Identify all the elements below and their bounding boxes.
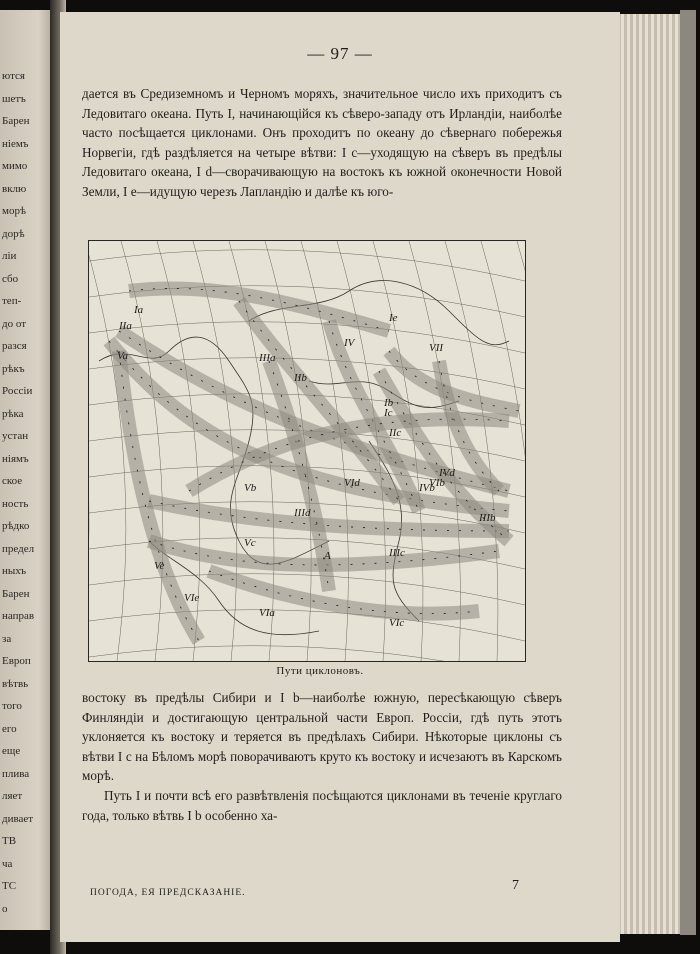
- left-page-fragment: морѣ: [2, 205, 26, 217]
- path-label: IIIb: [479, 512, 496, 524]
- left-page-fragment: ныхъ: [2, 565, 27, 577]
- left-page-fragment: рѣкъ: [2, 362, 25, 375]
- left-page-fragment: ча: [2, 857, 13, 870]
- path-label: IIIa: [259, 352, 276, 364]
- path-label: IIb: [294, 372, 307, 384]
- path-label: Ia: [134, 304, 144, 316]
- map-drawing: [89, 241, 525, 661]
- left-page-fragment: ліи: [2, 250, 17, 262]
- cyclone-paths-map: [88, 240, 526, 662]
- path-label: Vb: [244, 482, 257, 494]
- left-page-fragment: дорѣ: [2, 227, 25, 240]
- left-page-fragment: Европ: [2, 655, 31, 667]
- page-edges: [612, 14, 688, 934]
- left-page-fragment: ются: [2, 70, 25, 82]
- left-page-fragment: мимо: [2, 160, 28, 172]
- path-label: Va: [117, 350, 128, 362]
- path-label: IIc: [389, 427, 402, 439]
- left-page-fragment: Барен: [2, 115, 30, 127]
- parallel-line: [89, 250, 525, 281]
- left-page-fragment: направ: [2, 610, 35, 622]
- path-label: VId: [344, 477, 360, 489]
- path-label: IV: [344, 337, 355, 349]
- left-page-fragment: того: [2, 700, 22, 712]
- left-page-fragment: ніемъ: [2, 137, 29, 150]
- path-label: Ib: [384, 397, 394, 409]
- left-page-fragment: о: [2, 902, 8, 915]
- signature-mark: 7: [512, 878, 519, 893]
- path-label: Ve: [154, 560, 165, 572]
- left-page-fragment: устан: [2, 430, 29, 442]
- left-page-fragment: рѣка: [2, 407, 24, 420]
- path-label: Vc: [244, 537, 256, 549]
- left-page-fragment: его: [2, 722, 17, 735]
- left-page-fragment: ляет: [2, 790, 23, 802]
- left-page-fragment: Барен: [2, 587, 30, 600]
- path-label: IVd: [439, 467, 455, 479]
- body-text-bottom: [82, 688, 562, 825]
- left-page-fragment: плива: [2, 767, 30, 780]
- path-label: IIId: [294, 507, 311, 519]
- left-page-fragment: Россіи: [2, 385, 33, 397]
- left-page-fragment: рѣдко: [2, 520, 30, 532]
- page-number: — 97 —: [307, 44, 373, 63]
- left-page-fragment: предел: [2, 542, 35, 555]
- left-page-fragment: дивает: [2, 812, 34, 825]
- left-page-fragment: вѣтвь: [2, 677, 29, 690]
- left-page-fragment: теп-: [2, 295, 22, 307]
- left-page-fragment: ское: [2, 475, 23, 487]
- left-page-fragment: до от: [2, 317, 27, 330]
- left-page-fragment: ТС: [2, 880, 17, 892]
- book-cover-edge: [680, 10, 696, 935]
- meridian-line: [517, 241, 525, 661]
- body-text-top: [82, 84, 562, 202]
- meridian-line: [481, 241, 525, 661]
- meridian-line: [89, 241, 126, 661]
- left-page-fragment: шетъ: [2, 92, 26, 105]
- left-page-fragment: разся: [2, 340, 27, 352]
- paragraph-1: дается въ Средиземномъ и Черномъ моряхъ, значительное число ихъ приходитъ съ Ледовитаго океана. Путь I, начинающійся къ сѣверо-западу отъ Ирландіи, наиболѣе часто посѣщается циклонами. Онъ проходитъ по океану до сѣвернаго побережья Норвегіи, гдѣ раздѣляется на четыре вѣтви: I c—уходящую на сѣверъ въ предѣлы Ледовитаго океана, I d—сворачивающую на востокъ къ южной оконечности Новой Земли, I e—идущую черезъ Лапландію и далѣе къ юго-: [82, 86, 562, 199]
- left-page-edge: [0, 10, 55, 930]
- paragraph-3: Путь I и почти всѣ его развѣтвленія посѣщаются циклонами въ теченіе круглаго года, только вѣтвь I b особенно ха-: [82, 787, 562, 823]
- book-page: [60, 12, 620, 942]
- footer-title: ПОГОДА, ЕЯ ПРЕДСКАЗАНІЕ.: [90, 888, 246, 898]
- path-label: VIb: [429, 477, 445, 489]
- path-label: IIIc: [389, 547, 405, 559]
- path-label: VIa: [259, 607, 275, 619]
- left-page-fragment: вклю: [2, 182, 27, 195]
- path-label: Ie: [389, 312, 398, 324]
- path-label: VIe: [184, 592, 200, 604]
- path-label: VIc: [389, 617, 405, 629]
- left-page-fragment: ніямъ: [2, 452, 29, 465]
- path-label: Ic: [384, 407, 393, 419]
- left-page-fragment: ность: [2, 497, 29, 510]
- path-label: VII: [429, 342, 444, 354]
- left-page-fragment: ТВ: [2, 835, 17, 847]
- paragraph-2: востоку въ предѣлы Сибири и I b—наиболѣе южную, пересѣкающую сѣверъ Финляндіи и достигающую центральной части Европ. Россіи, гдѣ путь этотъ уклоняется къ востоку и теряется въ предѣлахъ Сибири. Нѣкоторые циклоны съ вѣтви I c на Бѣломъ морѣ поворачиваютъ круто къ востоку и исчезаютъ въ Карскомъ морѣ.: [82, 690, 562, 784]
- cyclone-paths: [109, 288, 519, 641]
- path-label: IVb: [419, 482, 435, 494]
- figure-caption: Пути циклоновъ.: [276, 665, 364, 677]
- left-page-fragment: за: [2, 632, 12, 645]
- left-page-fragment: еще: [2, 745, 21, 757]
- path-label: IIa: [119, 320, 132, 332]
- path-label: A: [324, 550, 331, 562]
- left-page-fragment: сбо: [2, 272, 19, 285]
